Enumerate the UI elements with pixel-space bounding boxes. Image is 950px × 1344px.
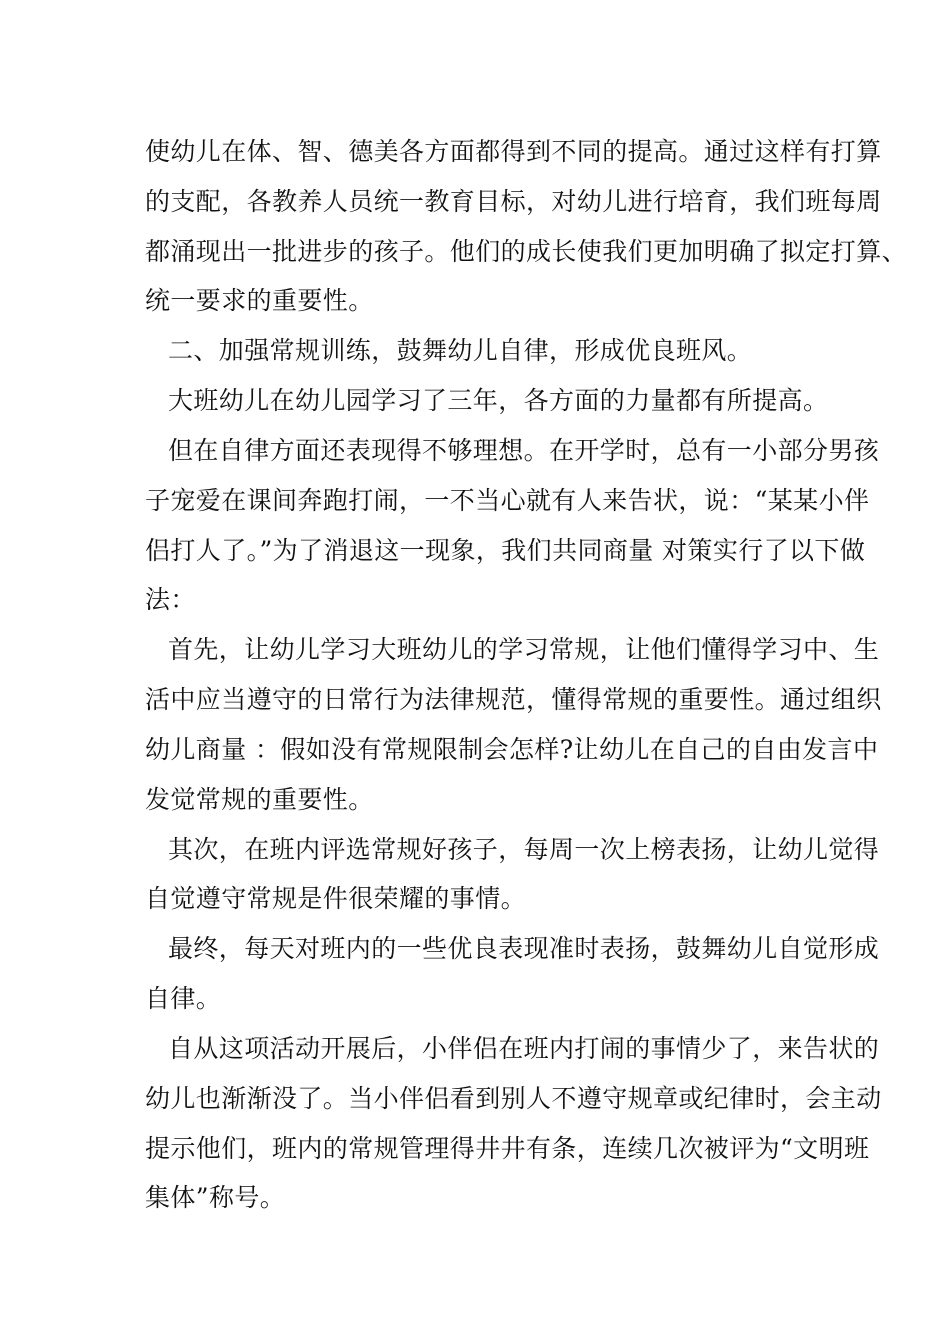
text-line: 法： bbox=[145, 585, 196, 614]
text-line: 都涌现出一批进步的孩子。他们的成长使我们更加明确了拟定打算、 bbox=[145, 237, 908, 266]
text-line: 大班幼儿在幼儿园学习了三年，各方面的力量都有所提高。 bbox=[168, 386, 829, 415]
section-heading: 二、加强常规训练，鼓舞幼儿自律，形成优良班风。 bbox=[168, 336, 753, 365]
text-line: 幼儿也渐渐没了。当小伴侣看到别人不遵守规章或纪律时，会主动 bbox=[145, 1084, 882, 1113]
text-line: 使幼儿在体、智、德美各方面都得到不同的提高。通过这样有打算 bbox=[145, 137, 882, 166]
text-line: 最终，每天对班内的一些优良表现准时表扬，鼓舞幼儿自觉形成 bbox=[168, 934, 880, 963]
text-line: 自律。 bbox=[145, 984, 222, 1013]
text-line: 自从这项活动开展后，小伴侣在班内打闹的事情少了，来告状的 bbox=[168, 1034, 880, 1063]
text-line: 集体”称号。 bbox=[145, 1183, 286, 1212]
text-line: 子宠爱在课间奔跑打闹，一不当心就有人来告状，说：“某某小伴 bbox=[145, 486, 870, 515]
text-line: 侣打人了。”为了消退这一现象，我们共同商量 对策实行了以下做 bbox=[145, 536, 866, 565]
text-line: 的支配，各教养人员统一教育目标，对幼儿进行培育，我们班每周 bbox=[145, 187, 882, 216]
text-line: 提示他们，班内的常规管理得井井有条，连续几次被评为“文明班 bbox=[145, 1134, 870, 1163]
text-line: 自觉遵守常规是件很荣耀的事情。 bbox=[145, 884, 527, 913]
text-line: 幼儿商量 ：假如没有常规限制会怎样?让幼儿在自己的自由发言中 bbox=[145, 735, 879, 764]
text-line: 首先，让幼儿学习大班幼儿的学习常规，让他们懂得学习中、生 bbox=[168, 635, 880, 664]
text-line: 活中应当遵守的日常行为法律规范，懂得常规的重要性。通过组织 bbox=[145, 685, 882, 714]
text-line: 但在自律方面还表现得不够理想。在开学时，总有一小部分男孩 bbox=[168, 436, 880, 465]
text-line: 发觉常规的重要性。 bbox=[145, 785, 374, 814]
text-line: 其次，在班内评选常规好孩子，每周一次上榜表扬，让幼儿觉得 bbox=[168, 835, 880, 864]
text-line: 统一要求的重要性。 bbox=[145, 286, 374, 315]
